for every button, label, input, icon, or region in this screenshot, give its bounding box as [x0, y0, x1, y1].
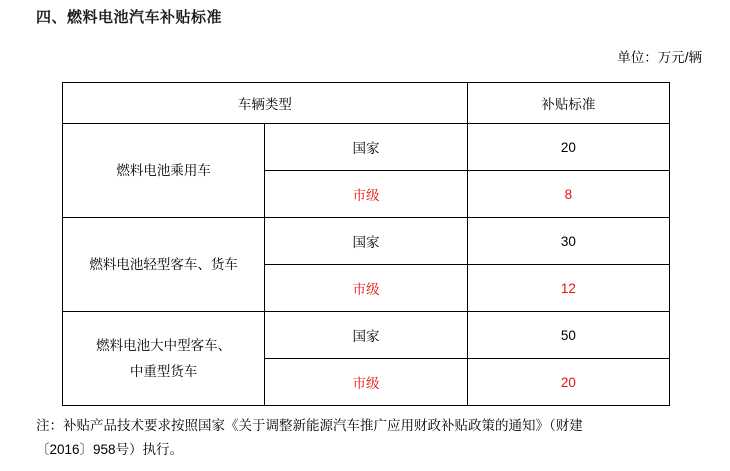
unit-note: 单位：万元/辆 — [617, 50, 702, 65]
level-municipal: 市级 — [265, 265, 467, 312]
section-title: 四、燃料电池汽车补贴标准 — [36, 9, 223, 26]
table-row — [63, 312, 670, 359]
value-national: 30 — [467, 218, 669, 265]
value-national: 50 — [467, 312, 669, 359]
header-vehicle-type: 车辆类型 — [63, 83, 468, 124]
level-national: 国家 — [265, 312, 467, 359]
value-national: 20 — [467, 124, 669, 171]
value-municipal: 8 — [467, 171, 669, 218]
category-fuel-cell-light-bus-truck: 燃料电池轻型客车、货车 — [63, 218, 265, 312]
category-line-1: 燃料电池大中型客车、 — [96, 337, 232, 353]
level-national: 国家 — [265, 124, 467, 171]
table-header-row — [63, 83, 670, 124]
value-municipal: 12 — [467, 265, 669, 312]
category-fuel-cell-passenger-car: 燃料电池乘用车 — [63, 124, 265, 218]
value-municipal: 20 — [467, 359, 669, 406]
category-fuel-cell-large-bus-heavy-truck — [63, 312, 265, 406]
subsidy-table-wrap — [62, 82, 670, 406]
footnote-line-1: 注：补贴产品技术要求按照国家《关于调整新能源汽车推广应用财政补贴政策的通知》（财建 — [36, 418, 583, 433]
level-municipal: 市级 — [265, 359, 467, 406]
subsidy-table — [62, 82, 670, 406]
level-national: 国家 — [265, 218, 467, 265]
footnote-line-2: 〔2016〕958号）执行。 — [36, 441, 184, 457]
table-row — [63, 218, 670, 265]
header-subsidy-standard: 补贴标准 — [467, 83, 669, 124]
category-line-2: 中重型货车 — [129, 363, 198, 379]
level-municipal: 市级 — [265, 171, 467, 218]
footnote — [36, 414, 708, 461]
table-row — [63, 124, 670, 171]
